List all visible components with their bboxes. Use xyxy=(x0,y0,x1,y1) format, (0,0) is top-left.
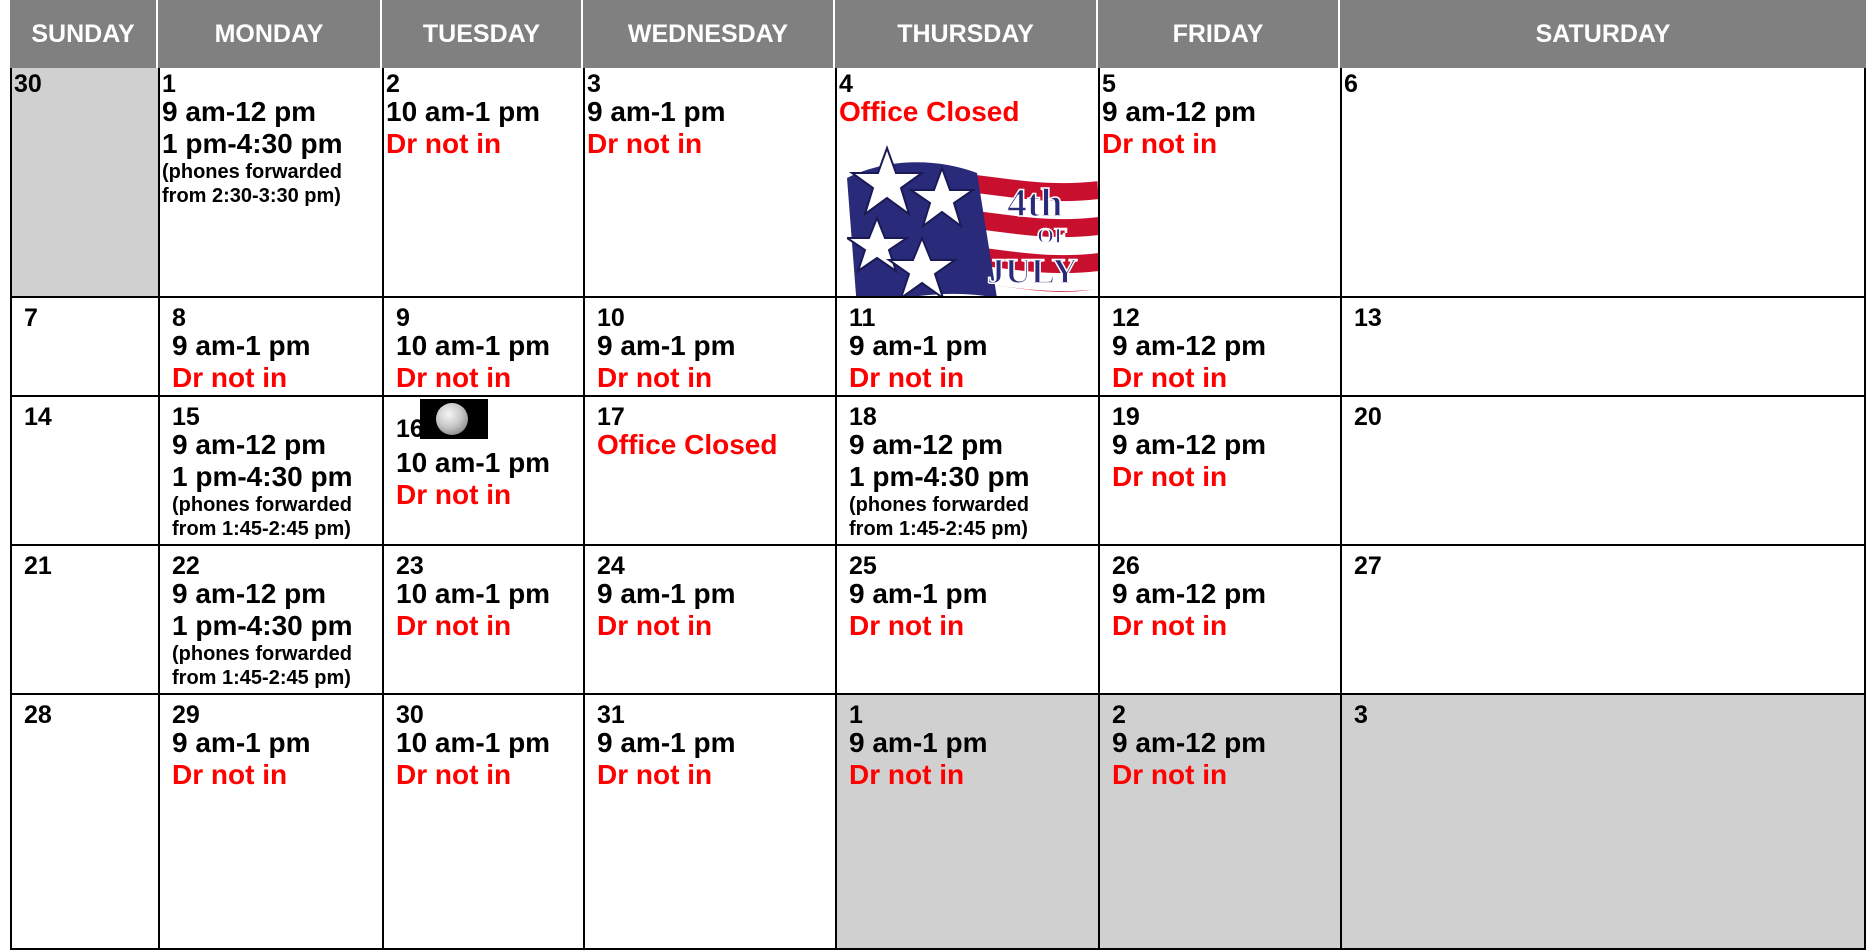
hours-text: 9 am-1 pm xyxy=(597,727,736,758)
day-cell xyxy=(1098,546,1340,695)
day-cell xyxy=(158,397,382,546)
day-cell xyxy=(382,68,583,298)
phone-note: (phones forwarded xyxy=(162,161,343,183)
status-note: Dr not in xyxy=(396,362,512,393)
day-cell xyxy=(158,546,382,695)
weekday-header-sunday: SUNDAY xyxy=(10,0,158,68)
day-cell xyxy=(835,397,1098,546)
status-note: Dr not in xyxy=(396,479,512,510)
weekday-header-thursday: THURSDAY xyxy=(835,0,1098,68)
day-cell xyxy=(1098,68,1340,298)
hours-text: 9 am-12 pm xyxy=(172,429,327,460)
day-number: 23 xyxy=(396,552,424,580)
day-number: 4 xyxy=(839,70,853,98)
day-cell xyxy=(382,397,583,546)
phone-note: from 1:45-2:45 pm) xyxy=(172,518,351,540)
day-cell xyxy=(583,68,835,298)
hours-text: 9 am-1 pm xyxy=(597,330,736,361)
day-number: 9 xyxy=(396,304,410,332)
status-note: Dr not in xyxy=(1112,461,1228,492)
day-number: 2 xyxy=(1112,701,1126,729)
day-number: 2 xyxy=(386,70,400,98)
day-cell xyxy=(10,695,158,950)
day-cell xyxy=(382,695,583,950)
day-number: 1 xyxy=(162,70,176,98)
status-note: Dr not in xyxy=(849,362,965,393)
status-note: Dr not in xyxy=(1112,362,1228,393)
hours-text: 9 am-1 pm xyxy=(849,330,988,361)
hours-text: 10 am-1 pm xyxy=(396,447,551,478)
day-number: 22 xyxy=(172,552,200,580)
status-note: Dr not in xyxy=(396,610,512,641)
weekday-header-friday: FRIDAY xyxy=(1098,0,1340,68)
phone-note: from 2:30-3:30 pm) xyxy=(162,185,341,207)
day-number: 10 xyxy=(597,304,625,332)
status-note: Dr not in xyxy=(587,128,703,159)
day-number: 1 xyxy=(849,701,863,729)
day-cell xyxy=(835,68,1098,298)
day-cell xyxy=(10,397,158,546)
day-cell xyxy=(382,546,583,695)
status-note: Dr not in xyxy=(396,759,512,790)
day-number: 7 xyxy=(24,304,38,332)
day-cell xyxy=(1340,546,1866,695)
status-note: Dr not in xyxy=(849,610,965,641)
day-cell xyxy=(1340,68,1866,298)
day-cell xyxy=(158,68,382,298)
day-cell xyxy=(835,298,1098,397)
hours-text: 9 am-12 pm xyxy=(1112,727,1267,758)
hours-text: 10 am-1 pm xyxy=(396,578,551,609)
day-number: 14 xyxy=(24,403,52,431)
status-note: Dr not in xyxy=(386,128,502,159)
day-cell xyxy=(1340,298,1866,397)
day-number: 30 xyxy=(396,701,424,729)
day-number: 13 xyxy=(1354,304,1382,332)
weekday-header-tuesday: TUESDAY xyxy=(382,0,583,68)
day-cell xyxy=(835,546,1098,695)
status-note: Dr not in xyxy=(1102,128,1218,159)
hours-text: 10 am-1 pm xyxy=(396,727,551,758)
status-note: Dr not in xyxy=(172,759,288,790)
day-number: 19 xyxy=(1112,403,1140,431)
day-cell xyxy=(1340,695,1866,950)
day-cell xyxy=(1340,397,1866,546)
day-number: 30 xyxy=(14,70,42,98)
day-number: 12 xyxy=(1112,304,1140,332)
day-number: 27 xyxy=(1354,552,1382,580)
svg-text:4th: 4th xyxy=(1007,180,1063,225)
phone-note: from 1:45-2:45 pm) xyxy=(172,667,351,689)
day-number: 21 xyxy=(24,552,52,580)
day-cell xyxy=(583,397,835,546)
hours-text: 9 am-12 pm xyxy=(1112,578,1267,609)
status-note: Dr not in xyxy=(849,759,965,790)
status-note: Dr not in xyxy=(597,759,713,790)
hours-text: 9 am-1 pm xyxy=(172,330,311,361)
status-note: Dr not in xyxy=(1112,759,1228,790)
full-moon-icon xyxy=(420,399,488,439)
hours-text: 1 pm-4:30 pm xyxy=(172,461,353,492)
day-cell xyxy=(1098,397,1340,546)
day-number: 24 xyxy=(597,552,625,580)
hours-text: 1 pm-4:30 pm xyxy=(849,461,1030,492)
phone-note: from 1:45-2:45 pm) xyxy=(849,518,1028,540)
weekday-header-saturday: SATURDAY xyxy=(1340,0,1866,68)
weekday-header-monday: MONDAY xyxy=(158,0,382,68)
day-number: 29 xyxy=(172,701,200,729)
hours-text: 10 am-1 pm xyxy=(386,96,541,127)
day-number: 11 xyxy=(849,304,876,332)
day-cell xyxy=(1098,695,1340,950)
hours-text: 9 am-12 pm xyxy=(849,429,1004,460)
phone-note: (phones forwarded xyxy=(172,643,353,665)
status-note: Office Closed xyxy=(597,429,778,460)
day-number: 5 xyxy=(1102,70,1116,98)
day-number: 25 xyxy=(849,552,877,580)
fourth-of-july-flag-graphic xyxy=(847,138,1098,298)
day-number: 20 xyxy=(1354,403,1382,431)
day-cell xyxy=(583,298,835,397)
day-number: 16 xyxy=(396,415,424,443)
status-note: Office Closed xyxy=(839,96,1020,127)
hours-text: 9 am-1 pm xyxy=(587,96,726,127)
day-number: 8 xyxy=(172,304,186,332)
day-number: 15 xyxy=(172,403,200,431)
day-cell xyxy=(10,546,158,695)
weekday-header-wednesday: WEDNESDAY xyxy=(583,0,835,68)
hours-text: 9 am-12 pm xyxy=(1102,96,1257,127)
status-note: Dr not in xyxy=(1112,610,1228,641)
day-number: 6 xyxy=(1344,70,1358,98)
day-cell xyxy=(158,695,382,950)
day-cell xyxy=(10,68,158,298)
hours-text: 9 am-1 pm xyxy=(597,578,736,609)
hours-text: 9 am-12 pm xyxy=(172,578,327,609)
day-cell xyxy=(1098,298,1340,397)
phone-note: (phones forwarded xyxy=(172,494,353,516)
hours-text: 10 am-1 pm xyxy=(396,330,551,361)
hours-text: 9 am-12 pm xyxy=(162,96,317,127)
day-number: 3 xyxy=(587,70,601,98)
status-note: Dr not in xyxy=(172,362,288,393)
hours-text: 9 am-1 pm xyxy=(849,578,988,609)
hours-text: 9 am-1 pm xyxy=(172,727,311,758)
day-cell xyxy=(382,298,583,397)
svg-text:OF: OF xyxy=(1037,223,1068,248)
calendar xyxy=(10,0,1866,950)
phone-note: (phones forwarded xyxy=(849,494,1030,516)
day-number: 26 xyxy=(1112,552,1140,580)
day-number: 17 xyxy=(597,403,625,431)
hours-text: 9 am-12 pm xyxy=(1112,429,1267,460)
hours-text: 9 am-12 pm xyxy=(1112,330,1267,361)
status-note: Dr not in xyxy=(597,362,713,393)
day-cell xyxy=(583,546,835,695)
status-note: Dr not in xyxy=(597,610,713,641)
hours-text: 1 pm-4:30 pm xyxy=(172,610,353,641)
day-cell xyxy=(835,695,1098,950)
day-cell xyxy=(158,298,382,397)
hours-text: 1 pm-4:30 pm xyxy=(162,128,343,159)
day-cell xyxy=(583,695,835,950)
day-number: 3 xyxy=(1354,701,1368,729)
day-number: 28 xyxy=(24,701,52,729)
day-number: 31 xyxy=(597,701,625,729)
hours-text: 9 am-1 pm xyxy=(849,727,988,758)
day-cell xyxy=(10,298,158,397)
svg-text:JULY: JULY xyxy=(987,251,1078,291)
day-number: 18 xyxy=(849,403,877,431)
